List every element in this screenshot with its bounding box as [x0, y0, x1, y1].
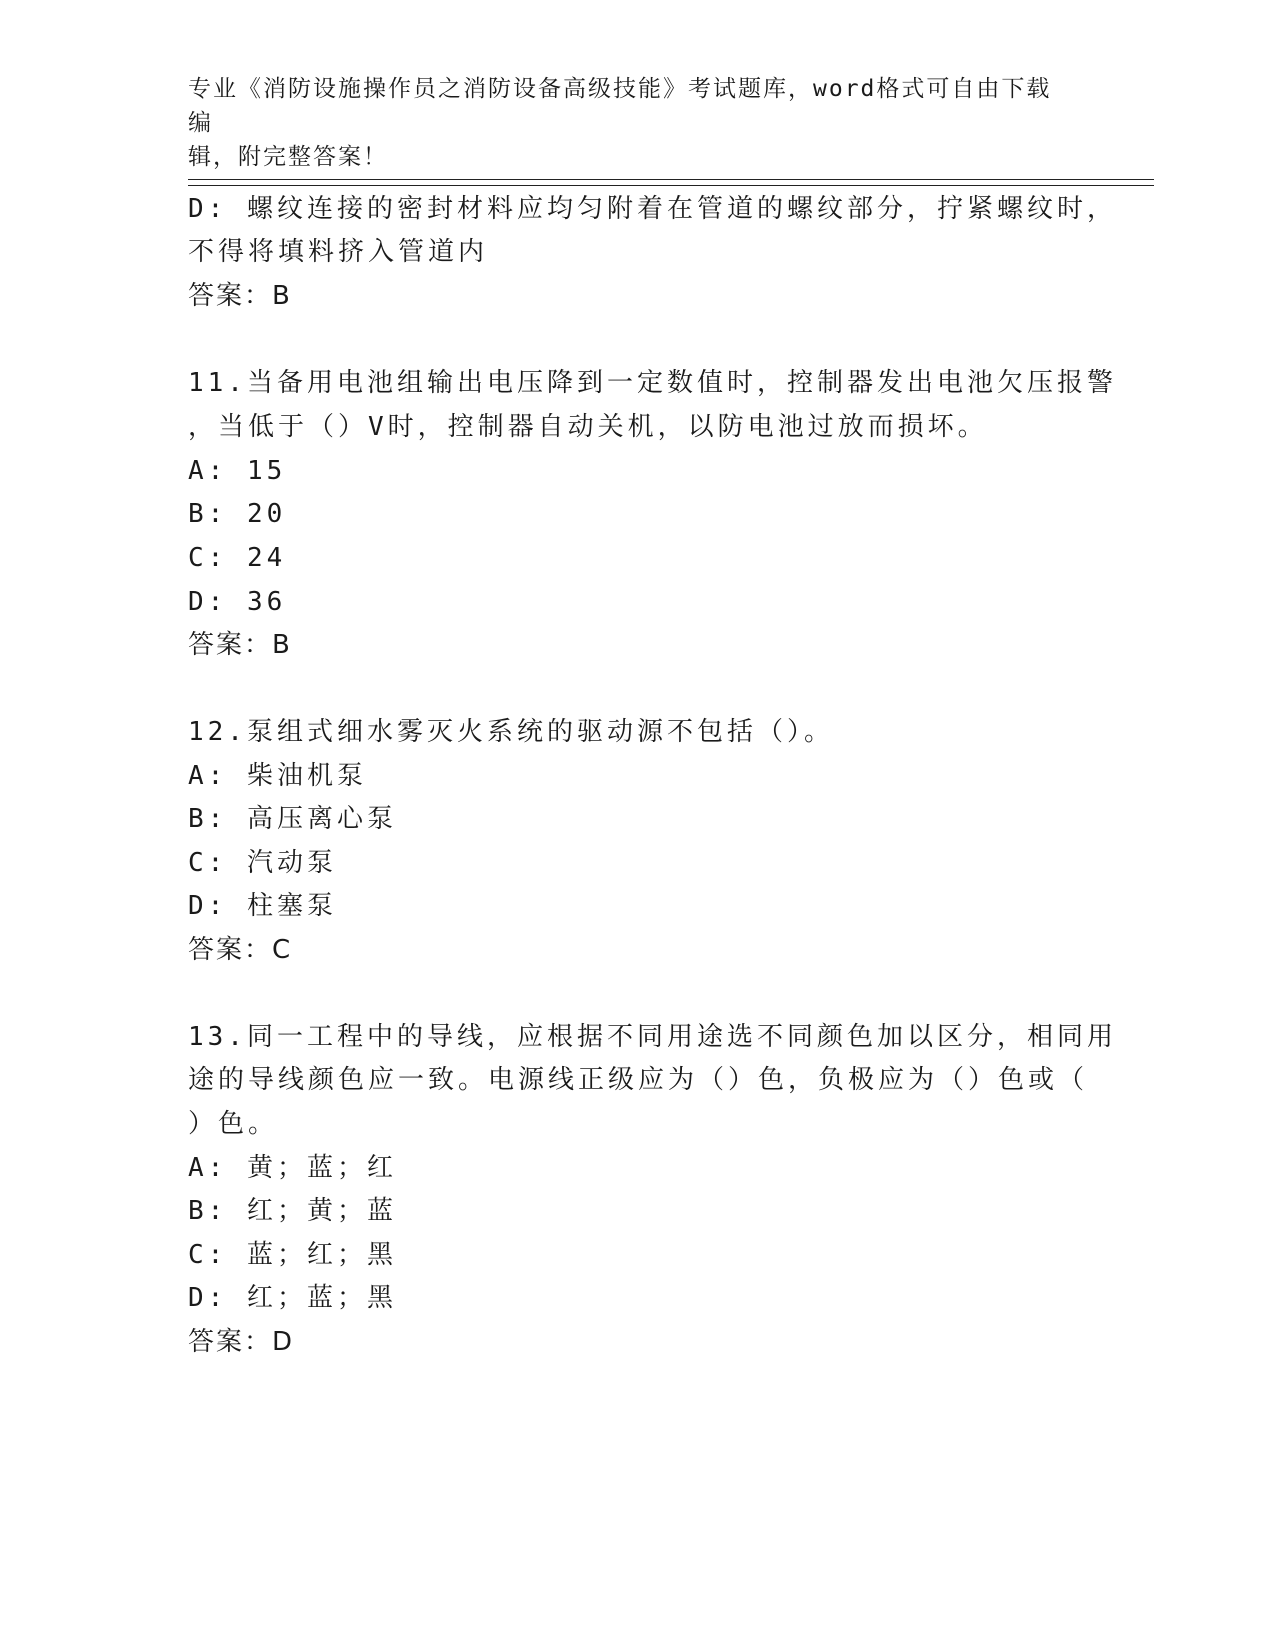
q11-stem-line-2: ，当低于（）V时，控制器自动关机，以防电池过放而损坏。: [188, 412, 988, 442]
q11-option-d: D: 36: [188, 587, 287, 617]
q13-option-a: A: 黄；蓝；红: [188, 1153, 397, 1183]
header-line-2: 辑，附完整答案！: [188, 144, 388, 170]
q11-option-a: A: 15: [188, 456, 287, 486]
q12-option-a: A: 柴油机泵: [188, 761, 367, 791]
q12-answer: 答案：C: [188, 935, 293, 965]
q12-option-b: B: 高压离心泵: [188, 804, 397, 834]
q13-answer: 答案：D: [188, 1327, 295, 1357]
prev-option-d-line-2: 不得将填料挤入管道内: [188, 237, 489, 267]
q13-stem-line-2: 途的导线颜色应一致。电源线正级应为（）色，负极应为（）色或（: [188, 1065, 1089, 1095]
q13-option-c: C: 蓝；红；黑: [188, 1240, 397, 1270]
header-line-1: 专业《消防设施操作员之消防设备高级技能》考试题库，word格式可自由下载编: [188, 76, 1052, 136]
q12-stem-line-1: 12.泵组式细水雾灭火系统的驱动源不包括（）。: [188, 717, 834, 747]
q11-option-c: C: 24: [188, 543, 287, 573]
q11-option-b: B: 20: [188, 499, 287, 529]
q13-stem-line-3: ）色。: [188, 1109, 279, 1139]
q12-option-c: C: 汽动泵: [188, 848, 337, 878]
prev-answer: 答案：B: [188, 281, 292, 311]
header-divider-bottom: [188, 185, 1154, 186]
prev-option-d-line-1: D: 螺纹连接的密封材料应均匀附着在管道的螺纹部分，拧紧螺纹时，: [188, 194, 1117, 224]
header-divider-top: [188, 179, 1154, 180]
q11-stem-line-1: 11.当备用电池组输出电压降到一定数值时，控制器发出电池欠压报警: [188, 368, 1117, 398]
q13-stem-line-1: 13.同一工程中的导线，应根据不同用途选不同颜色加以区分，相同用: [188, 1022, 1117, 1052]
q13-option-b: B: 红；黄；蓝: [188, 1196, 397, 1226]
q13-option-d: D: 红；蓝；黑: [188, 1283, 397, 1313]
q11-answer: 答案：B: [188, 630, 292, 660]
q12-option-d: D: 柱塞泵: [188, 891, 337, 921]
document-header: [188, 72, 1068, 174]
